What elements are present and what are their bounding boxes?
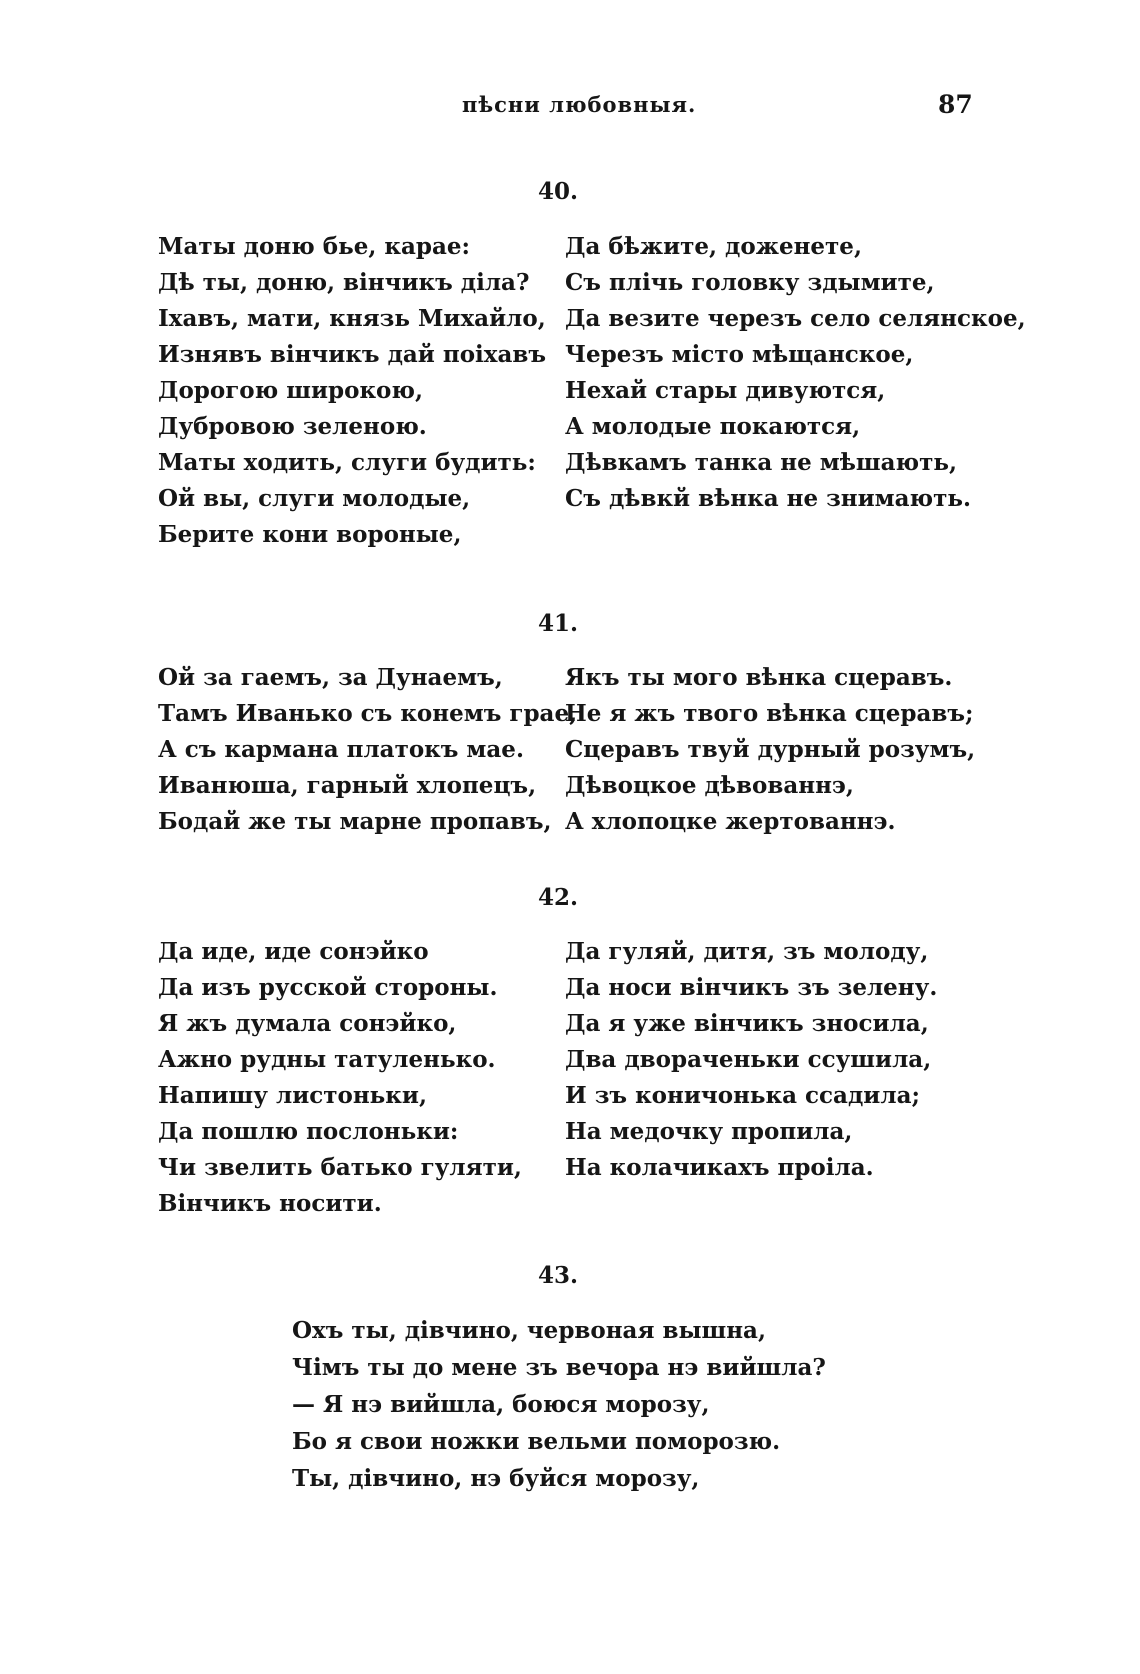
verse-line: А хлопоцке жертованнэ.: [565, 808, 896, 835]
verse-line: Да я уже вінчикъ зносила,: [565, 1010, 929, 1037]
verse-line: Чімъ ты до мене зъ вечора нэ вийшла?: [292, 1354, 826, 1381]
song-40-right-column: [565, 229, 1026, 517]
verse-line: Дѣвоцкое дѣвованнэ,: [565, 772, 854, 799]
verse-line: Я жъ думала сонэйко,: [158, 1010, 457, 1037]
song-number-41: 41.: [537, 610, 578, 637]
verse-line: Маты ходить, слуги будить:: [158, 449, 536, 476]
verse-line: Охъ ты, дівчино, червоная вышна,: [292, 1317, 766, 1344]
verse-line: Да иде, иде сонэйко: [158, 938, 429, 965]
verse-line: Дубровою зеленою.: [158, 413, 427, 440]
verse-line: Сцеравъ твуй дурный розумъ,: [565, 736, 976, 763]
song-number-43: 43.: [537, 1262, 578, 1289]
verse-line: Да носи вінчикъ зъ зелену.: [565, 974, 938, 1001]
song-number-42: 42.: [537, 884, 578, 911]
verse-line: Изнявъ вінчикъ дай поіхавъ: [158, 341, 547, 368]
song-42-right-column: [565, 934, 937, 1186]
verse-line: Ажно рудны татуленько.: [158, 1046, 496, 1073]
verse-line: Берите кони вороные,: [158, 521, 462, 548]
verse-line: Маты доню бье, карае:: [158, 233, 470, 260]
song-43-column: [292, 1312, 826, 1497]
verse-line: Да везите черезъ село селянское,: [565, 305, 1026, 332]
verse-line: Тамъ Иванько съ конемъ грае,: [158, 700, 578, 727]
verse-line: Бо я свои ножки вельми поморозю.: [292, 1428, 781, 1455]
verse-line: Да пошлю послоньки:: [158, 1118, 459, 1145]
verse-line: Два двораченьки ссушила,: [565, 1046, 932, 1073]
verse-line: Ты, дівчино, нэ буйся морозу,: [292, 1465, 700, 1492]
verse-line: Чи звелить батько гуляти,: [158, 1154, 522, 1181]
song-41-left-column: [158, 660, 577, 840]
verse-line: Съ плічь головку здымите,: [565, 269, 935, 296]
verse-line: А молодые покаются,: [565, 413, 861, 440]
verse-line: Да изъ русской стороны.: [158, 974, 498, 1001]
verse-line: Якъ ты мого вѣнка сцеравъ.: [565, 664, 953, 691]
verse-line: Да бѣжите, доженете,: [565, 233, 862, 260]
verse-line: Съ дѣвкй вѣнка не знимають.: [565, 485, 972, 512]
verse-line: И зъ коничонька ссадила;: [565, 1082, 920, 1109]
song-40-left-column: [158, 229, 546, 553]
verse-line: Вінчикъ носити.: [158, 1190, 382, 1217]
verse-line: Черезъ місто мѣщанское,: [565, 341, 914, 368]
verse-line: А съ кармана платокъ мае.: [158, 736, 524, 763]
verse-line: Ой за гаемъ, за Дунаемъ,: [158, 664, 503, 691]
song-42-left-column: [158, 934, 522, 1222]
page-number: 87: [938, 90, 973, 119]
verse-line: Іхавъ, мати, князь Михайло,: [158, 305, 546, 332]
verse-line: Дѣ ты, доню, вінчикъ діла?: [158, 269, 530, 296]
verse-line: Бодай же ты марне пропавъ,: [158, 808, 552, 835]
verse-line: Ой вы, слуги молодые,: [158, 485, 471, 512]
verse-line: На медочку пропила,: [565, 1118, 853, 1145]
song-number-40: 40.: [537, 178, 578, 205]
verse-line: Дорогою широкою,: [158, 377, 423, 404]
song-41-right-column: [565, 660, 975, 840]
verse-line: Нехай стары дивуются,: [565, 377, 886, 404]
verse-line: Да гуляй, дитя, зъ молоду,: [565, 938, 929, 965]
verse-line: — Я нэ вийшла, боюся морозу,: [292, 1391, 710, 1418]
verse-line: На колачикахъ проіла.: [565, 1154, 874, 1181]
verse-line: Напишу листоньки,: [158, 1082, 427, 1109]
verse-line: Дѣвкамъ танка не мѣшають,: [565, 449, 957, 476]
verse-line: Не я жъ твого вѣнка сцеравъ;: [565, 700, 974, 727]
verse-line: Иванюша, гарный хлопецъ,: [158, 772, 537, 799]
running-title: пѣсни любовныя.: [462, 92, 697, 117]
